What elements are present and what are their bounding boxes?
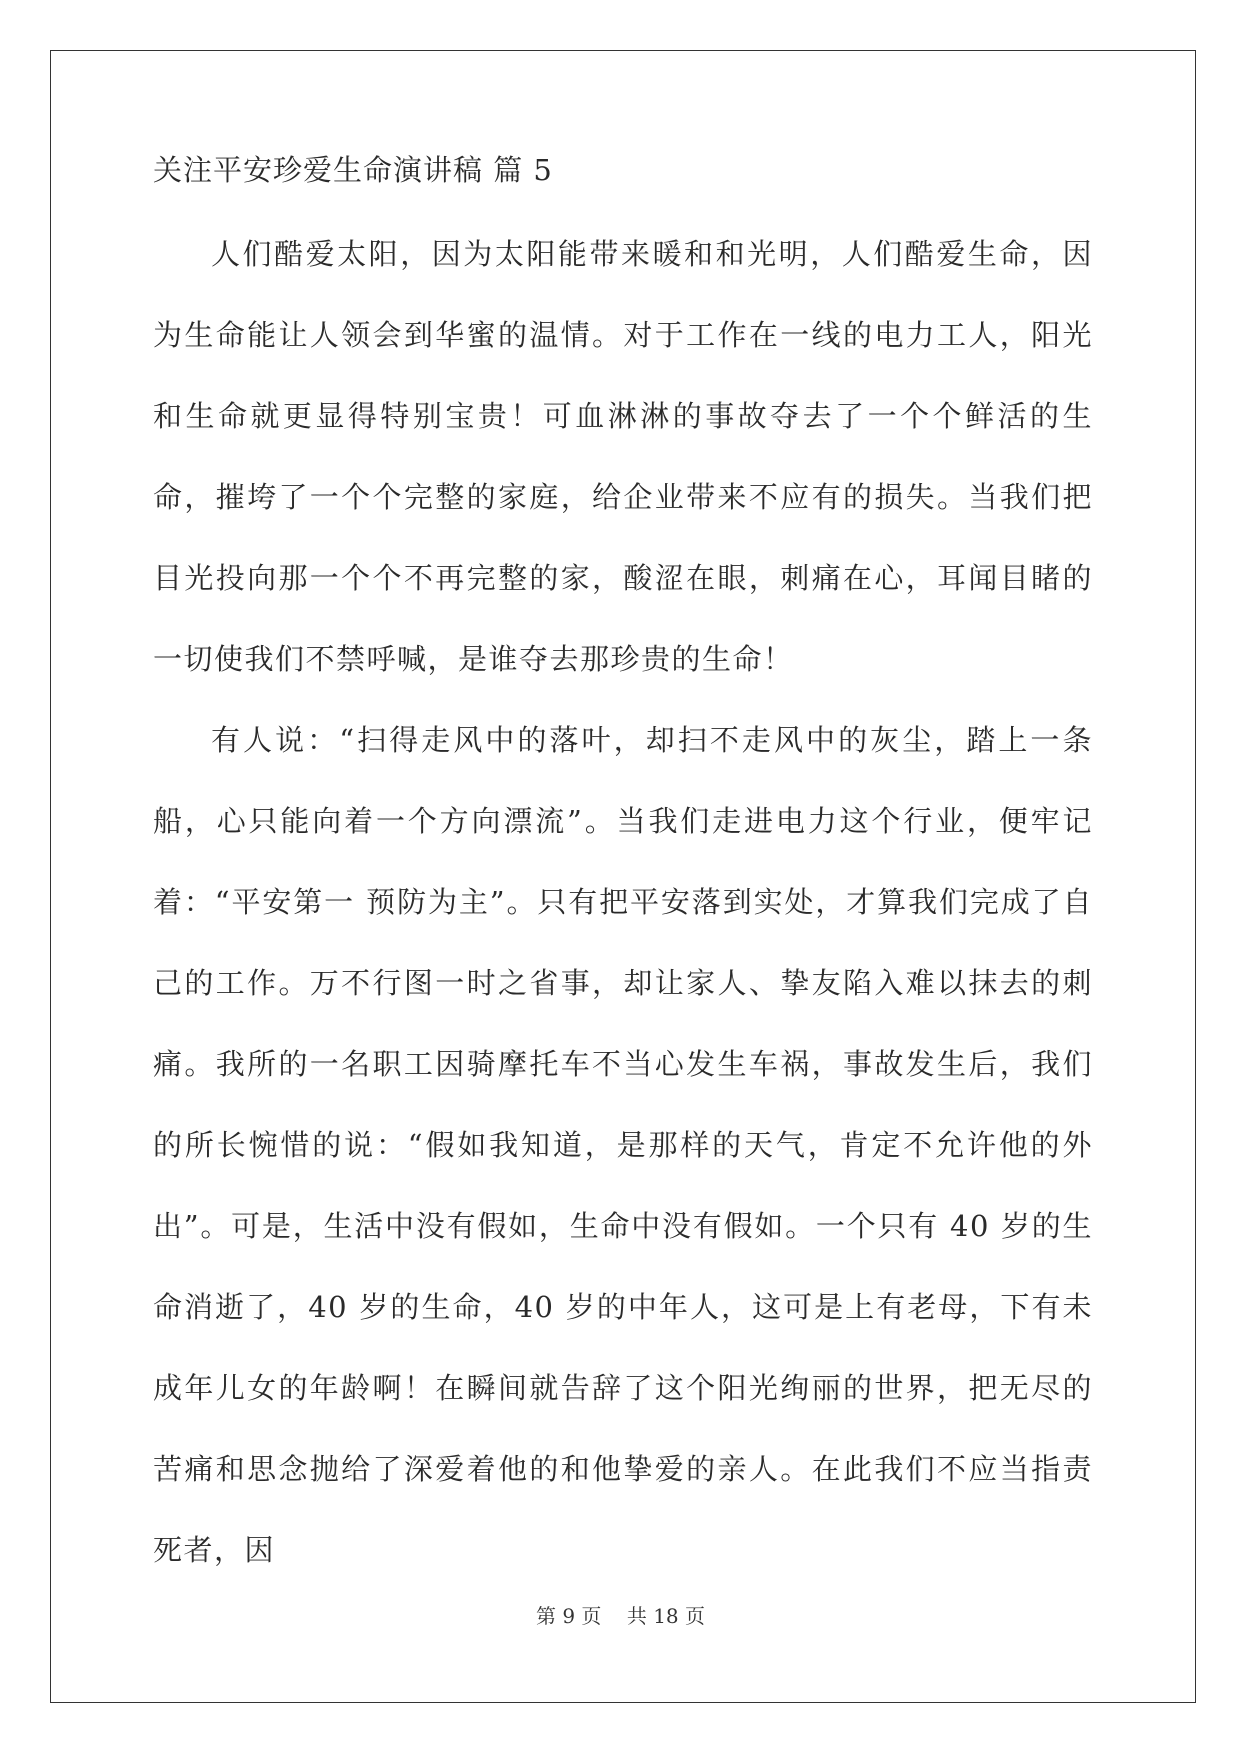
document-body bbox=[153, 150, 1093, 1591]
paragraph-1: 人们酷爱太阳，因为太阳能带来暖和和光明，人们酷爱生命，因为生命能让人领会到华蜜的温情。对于工作在一线的电力工人，阳光和生命就更显得特别宝贵！可血淋淋的事故夺去了一个个鲜活的生命，摧垮了一个个完整的家庭，给企业带来不应有的损失。当我们把目光投向那一个个不再完整的家，酸涩在眼，刺痛在心，耳闻目睹的一切使我们不禁呼喊，是谁夺去那珍贵的生命！ bbox=[153, 237, 1093, 676]
paragraph-2: 有人说：“扫得走风中的落叶，却扫不走风中的灰尘，踏上一条船，心只能向着一个方向漂流”。当我们走进电力这个行业，便牢记着：“平安第一 预防为主”。只有把平安落到实处，才算我们完成了自己的工作。万不行图一时之省事，却让家人、挚友陷入难以抹去的刺痛。我所的一名职工因骑摩托车不当心发生车祸，事故发生后，我们的所长惋惜的说：“假如我知道，是那样的天气，肯定不允许他的外出”。可是，生活中没有假如，生命中没有假如。一个只有 40 岁的生命消逝了，40 岁的生命，40 岁的中年人，这可是上有老母，下有未成年儿女的年龄啊！在瞬间就告辞了这个阳光绚丽的世界，把无尽的苦痛和思念抛给了深爱着他的和他挚爱的亲人。在此我们不应当指责死者，因 bbox=[153, 723, 1093, 1567]
page-number-label: 第 9 页 共 18 页 bbox=[535, 1604, 706, 1628]
page-footer bbox=[0, 1603, 1241, 1629]
document-title: 关注平安珍爱生命演讲稿 篇 5 bbox=[153, 153, 553, 187]
